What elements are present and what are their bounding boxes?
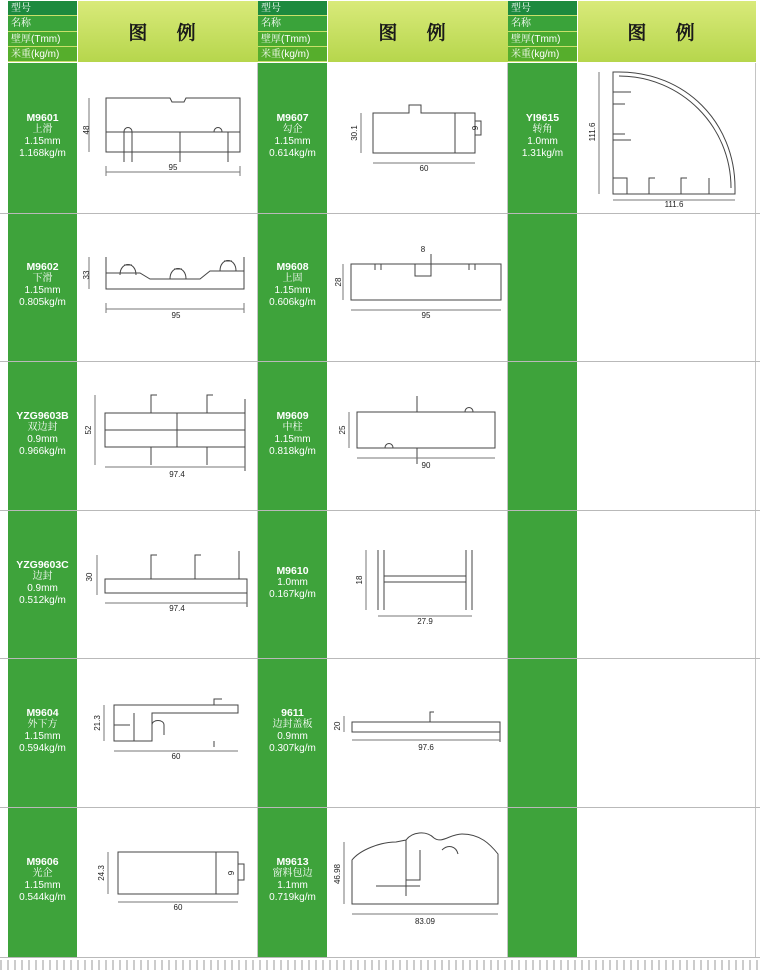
product-thickness: 1.15mm — [24, 880, 61, 891]
product-weight: 1.31kg/m — [521, 148, 564, 159]
header-field-thickness: 壁厚(Tmm) — [258, 32, 327, 47]
product-weight: 1.168kg/m — [19, 148, 66, 159]
product-name: 外下方 — [27, 719, 58, 730]
product-weight: 0.614kg/m — [269, 148, 316, 159]
profile-drawing-yi9615 — [585, 68, 750, 208]
product-weight: 0.512kg/m — [19, 595, 66, 606]
profile-drawing-m9604 — [90, 695, 250, 765]
dim-height: 52 — [84, 425, 93, 435]
profile-drawing-m9602 — [80, 245, 252, 325]
row-divider — [0, 510, 760, 511]
dim-side: 9 — [227, 870, 236, 876]
product-label-yi9615 — [508, 112, 577, 160]
dim-height: 21.3 — [93, 715, 102, 731]
product-code: M9609 — [276, 410, 309, 422]
product-weight: 0.719kg/m — [269, 892, 316, 903]
dim-width: 95 — [168, 163, 178, 172]
profile-drawing-m9608 — [335, 240, 505, 320]
profile-drawing-yzg9603b — [85, 385, 255, 480]
header-field-model: 型号 — [508, 1, 577, 16]
profile-drawing-m9613 — [330, 820, 505, 930]
product-weight: 0.805kg/m — [19, 297, 66, 308]
product-name: 窗料包边 — [272, 868, 313, 879]
dim-width: 95 — [421, 311, 431, 320]
product-weight: 0.606kg/m — [269, 297, 316, 308]
product-thickness: 1.15mm — [24, 731, 61, 742]
header-field-name: 名称 — [508, 16, 577, 31]
header-field-thickness: 壁厚(Tmm) — [8, 32, 77, 47]
header-title-col1: 图 例 — [77, 1, 258, 62]
product-name: 边封 — [32, 571, 53, 582]
product-weight: 0.544kg/m — [19, 892, 66, 903]
product-code: M9602 — [26, 261, 59, 273]
header-fields-col3 — [508, 1, 577, 62]
product-code: YI9615 — [525, 112, 560, 124]
header-title-col3: 图 例 — [577, 1, 756, 62]
profile-drawing-m9606 — [90, 840, 250, 915]
product-label-yzg9603c — [8, 559, 77, 607]
product-label-m9601 — [8, 112, 77, 160]
product-weight: 0.307kg/m — [269, 743, 316, 754]
product-name: 转角 — [532, 124, 553, 135]
product-label-m9607 — [258, 112, 327, 160]
dim-width: 97.4 — [169, 604, 185, 613]
product-thickness: 1.15mm — [24, 285, 61, 296]
dim-height: 46.98 — [333, 863, 342, 885]
product-label-m9613 — [258, 856, 327, 904]
dim-side: 9 — [471, 125, 480, 131]
product-label-m9606 — [8, 856, 77, 904]
dim-width: 97.6 — [418, 743, 434, 752]
product-thickness: 1.0mm — [527, 136, 558, 147]
product-name: 上固 — [282, 273, 303, 284]
product-code: YZG9603B — [16, 410, 69, 422]
header-field-weight: 米重(kg/m) — [508, 47, 577, 62]
dim-height: 28 — [334, 277, 343, 287]
header-field-model: 型号 — [258, 1, 327, 16]
product-label-m9602 — [8, 261, 77, 309]
profile-drawing-yzg9603c — [85, 545, 255, 615]
profile-drawing-m9607 — [335, 95, 495, 175]
product-label-yzg9603b — [8, 410, 77, 458]
product-thickness: 1.0mm — [277, 577, 308, 588]
dim-width: 27.9 — [417, 617, 433, 626]
product-label-m9604 — [8, 707, 77, 755]
profile-drawing-m9601 — [80, 90, 252, 185]
profile-drawing-m9610 — [350, 540, 490, 625]
header-field-thickness: 壁厚(Tmm) — [508, 32, 577, 47]
dim-height: 18 — [355, 575, 364, 585]
product-thickness: 1.1mm — [277, 880, 308, 891]
product-thickness: 0.9mm — [277, 731, 308, 742]
product-name: 中柱 — [282, 422, 303, 433]
dim-width: 95 — [171, 311, 181, 320]
row-divider — [0, 807, 760, 808]
dim-height: 30 — [85, 572, 94, 582]
dim-width: 83.09 — [414, 917, 436, 926]
product-code: M9601 — [26, 112, 59, 124]
product-code: 9611 — [281, 707, 304, 719]
dim-height: 33 — [82, 270, 91, 280]
product-code: M9607 — [276, 112, 309, 124]
product-weight: 0.818kg/m — [269, 446, 316, 457]
product-thickness: 0.9mm — [27, 434, 58, 445]
header-fields-col1 — [8, 1, 77, 62]
header-field-weight: 米重(kg/m) — [258, 47, 327, 62]
product-name: 下滑 — [32, 273, 53, 284]
dim-width: 90 — [421, 461, 431, 470]
dim-width: 60 — [173, 903, 183, 912]
header-field-name: 名称 — [8, 16, 77, 31]
header-fields-col2 — [258, 1, 327, 62]
product-name: 双边封 — [27, 422, 58, 433]
product-label-m9610 — [258, 565, 327, 601]
row-divider — [0, 957, 760, 958]
product-thickness: 1.15mm — [274, 285, 311, 296]
product-thickness: 1.15mm — [274, 136, 311, 147]
header-field-model: 型号 — [8, 1, 77, 16]
product-thickness: 1.15mm — [274, 434, 311, 445]
dim-height: 48 — [82, 125, 91, 135]
product-weight: 0.594kg/m — [19, 743, 66, 754]
product-label-m9608 — [258, 261, 327, 309]
product-weight: 0.966kg/m — [19, 446, 66, 457]
product-code: M9610 — [276, 565, 309, 577]
footer-dotted-strip — [0, 960, 760, 970]
header-title-col2: 图 例 — [327, 1, 508, 62]
row-divider — [0, 213, 760, 214]
profile-drawing-m9609 — [335, 390, 505, 475]
product-code: M9606 — [26, 856, 59, 868]
product-code: M9608 — [276, 261, 309, 273]
header-field-name: 名称 — [258, 16, 327, 31]
product-weight: 0.167kg/m — [269, 589, 316, 600]
dim-width: 111.6 — [664, 200, 684, 209]
product-code: YZG9603C — [16, 559, 69, 571]
product-code: M9604 — [26, 707, 59, 719]
product-name: 边封盖板 — [272, 719, 313, 730]
header-field-weight: 米重(kg/m) — [8, 47, 77, 62]
row-divider — [0, 361, 760, 362]
product-name: 上滑 — [32, 124, 53, 135]
dim-height: 25 — [338, 425, 347, 435]
profile-drawing-9611 — [330, 700, 505, 755]
product-name: 勾企 — [282, 124, 303, 135]
product-name: 光企 — [32, 868, 53, 879]
dim-width: 60 — [171, 752, 181, 761]
row-divider — [0, 658, 760, 659]
dim-height: 24.3 — [97, 865, 106, 881]
product-code: M9613 — [276, 856, 309, 868]
dim-slot: 8 — [420, 245, 426, 254]
dim-width: 97.4 — [169, 470, 185, 479]
product-thickness: 0.9mm — [27, 583, 58, 594]
product-thickness: 1.15mm — [24, 136, 61, 147]
product-label-9611 — [258, 707, 327, 755]
dim-height: 20 — [333, 721, 342, 731]
dim-width: 60 — [419, 164, 429, 173]
product-label-m9609 — [258, 410, 327, 458]
dim-height: 30.1 — [350, 125, 359, 141]
dim-height: 111.6 — [588, 122, 597, 142]
